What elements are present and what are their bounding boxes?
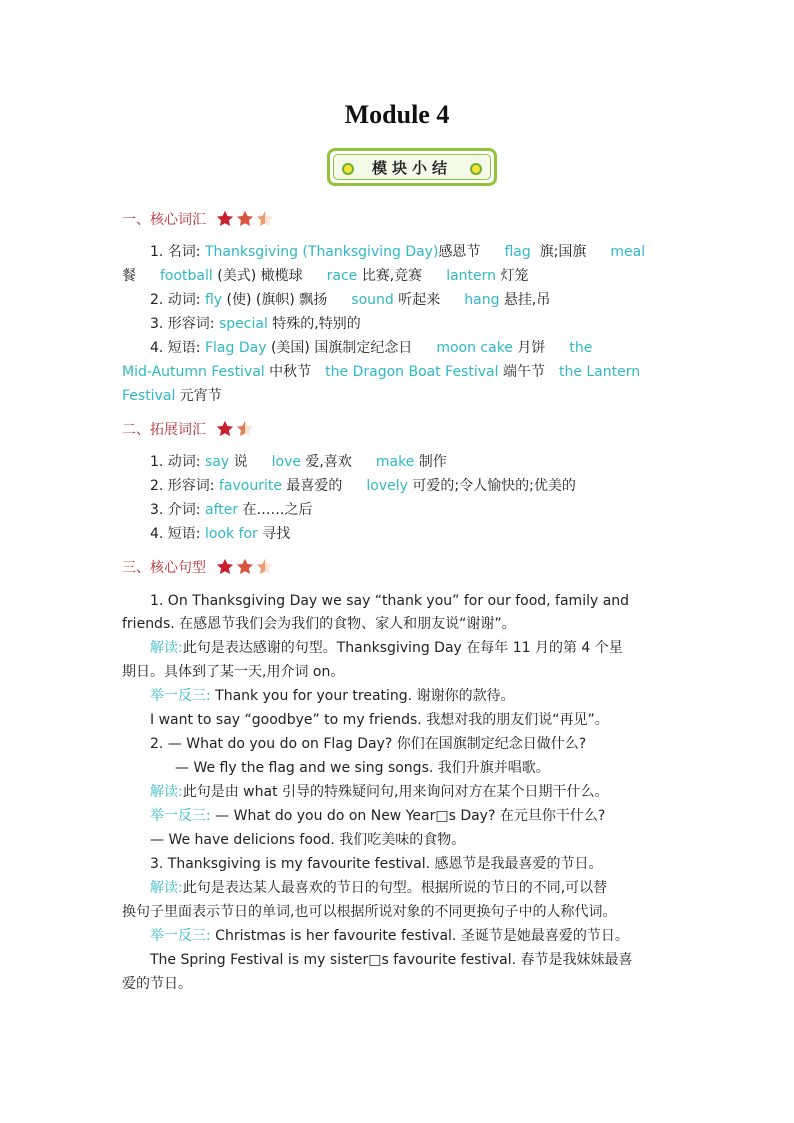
ext-line-verbs (150, 452, 710, 472)
word: the Lantern (558, 364, 641, 380)
dot-icon (342, 163, 354, 175)
word: sound (351, 292, 394, 308)
word: after (204, 502, 239, 518)
meaning: (使) (旗帜) 飘扬 (222, 292, 328, 308)
example-text: — What do you do on New Year□s Day? 在元旦你干什么? (215, 808, 606, 824)
star-icon (216, 210, 234, 228)
meaning: 爱,喜欢 (300, 454, 352, 470)
word: Thanksgiving (Thanksgiving Day) (204, 244, 439, 260)
meaning: 特殊的,特别的 (267, 316, 361, 332)
explanation-label: 解读: (150, 640, 183, 656)
explanation-label: 解读: (150, 784, 183, 800)
meaning: 端午节 (498, 364, 545, 380)
star-icon (236, 558, 254, 576)
label: 2. 形容词: (150, 478, 219, 494)
word: Flag Day (204, 340, 267, 356)
word: Festival (122, 388, 176, 404)
section-heading-extended-vocab (122, 417, 256, 441)
section-title: 一、核心词汇 (122, 212, 206, 228)
word: look for (204, 526, 258, 542)
meaning: (美国) 国旗制定纪念日 (266, 340, 413, 356)
meaning: 元宵节 (175, 388, 222, 404)
example-1 (150, 686, 710, 706)
meaning: 感恩节 (438, 244, 481, 260)
word: football (160, 268, 213, 284)
label: 3. 形容词: (150, 316, 219, 332)
sentence-1-cont: friends. 在感恩节我们会为我们的食物、家人和朋友说“谢谢”。 (122, 616, 516, 632)
explanation-3-cont: 换句子里面表示节日的单词,也可以根据所说对象的不同更换句子中的人称代词。 (122, 904, 617, 920)
module-summary-badge (327, 148, 497, 186)
meaning: 月饼 (512, 340, 546, 356)
sentence-1: 1. On Thanksgiving Day we say “thank you” for our food, family and (150, 593, 630, 609)
example-label: 举一反三: (150, 928, 216, 944)
dot-icon (470, 163, 482, 175)
explanation-3 (150, 878, 710, 898)
word: lantern (446, 268, 497, 284)
vocab-line-nouns-cont (122, 266, 682, 286)
ext-line-adjectives (150, 476, 710, 496)
example-label: 举一反三: (150, 808, 216, 824)
section-title: 二、拓展词汇 (122, 422, 206, 438)
meaning: 制作 (414, 454, 447, 470)
meaning: 悬挂,吊 (499, 292, 551, 308)
label: 3. 介词: (150, 502, 205, 518)
label: 4. 短语: (150, 526, 205, 542)
section-heading-core-vocab (122, 207, 276, 231)
label: 1. 名词: (150, 244, 205, 260)
word: special (218, 316, 268, 332)
word: hang (464, 292, 500, 308)
half-star-icon (236, 420, 254, 438)
rating-stars (216, 420, 256, 438)
meaning: 最喜爱的 (281, 478, 343, 494)
rating-stars (216, 210, 276, 228)
meaning: 可爱的;令人愉快的;优美的 (407, 478, 576, 494)
meaning: 说 (229, 454, 248, 470)
word: meal (610, 244, 646, 260)
example-2 (150, 806, 710, 826)
vocab-line-nouns (150, 242, 710, 262)
badge-inner (333, 154, 491, 180)
word: moon cake (436, 340, 513, 356)
explanation-1 (150, 638, 710, 658)
word: flag (504, 244, 531, 260)
ext-line-phrases (150, 524, 710, 544)
label: 4. 短语: (150, 340, 205, 356)
word: fly (204, 292, 223, 308)
badge-text: 模块小结 (371, 158, 452, 177)
word: Mid-Autumn Festival (122, 364, 265, 380)
example-2b: — We have delicions food. 我们吃美味的食物。 (150, 832, 466, 848)
word: the (569, 340, 593, 356)
meaning: 在……之后 (238, 502, 313, 518)
ext-line-prepositions (150, 500, 710, 520)
star-icon (236, 210, 254, 228)
label: 1. 动词: (150, 454, 205, 470)
meaning: 灯笼 (496, 268, 529, 284)
section-title: 三、核心句型 (122, 560, 206, 576)
example-label: 举一反三: (150, 688, 216, 704)
label: 2. 动词: (150, 292, 205, 308)
explanation-text: 此句是表达感谢的句型。Thanksgiving Day 在每年 11 月的第 4 个星 (182, 640, 623, 656)
word: favourite (218, 478, 282, 494)
example-3 (150, 926, 710, 946)
half-star-icon (256, 210, 274, 228)
sentence-3: 3. Thanksgiving is my favourite festival. 感恩节是我最喜爱的节日。 (150, 856, 603, 872)
vocab-line-phrases-cont2 (122, 386, 682, 406)
sentence-2: 2. — What do you do on Flag Day? 你们在国旗制定纪念日做什么? (150, 736, 587, 752)
sentence-2-answer: — We fly the flag and we sing songs. 我们升旗并唱歌。 (175, 760, 550, 776)
meaning: 中秋节 (264, 364, 312, 380)
meaning: 听起来 (393, 292, 441, 308)
explanation-1-cont: 期日。具体到了某一天,用介词 on。 (122, 664, 345, 680)
example-1b: I want to say “goodbye” to my friends. 我想对我的朋友们说“再见”。 (150, 712, 609, 728)
word: love (271, 454, 301, 470)
star-icon (216, 558, 234, 576)
word: make (375, 454, 415, 470)
example-3b-cont: 爱的节日。 (122, 976, 192, 992)
meaning: 旗;国旗 (539, 244, 587, 260)
section-heading-core-sentences (122, 555, 276, 579)
meaning: 比赛,竞赛 (357, 268, 423, 284)
rating-stars (216, 558, 276, 576)
meaning: 餐 (122, 268, 136, 284)
explanation-2 (150, 782, 710, 802)
word: lovely (366, 478, 408, 494)
half-star-icon (256, 558, 274, 576)
page-title: Module 4 (344, 100, 450, 129)
word: the Dragon Boat Festival (325, 364, 499, 380)
explanation-text: 此句是表达某人最喜欢的节日的句型。根据所说的节日的不同,可以替 (182, 880, 608, 896)
example-text: Christmas is her favourite festival. 圣诞节是她最喜爱的节日。 (215, 928, 629, 944)
word: say (204, 454, 230, 470)
meaning: 寻找 (257, 526, 291, 542)
explanation-label: 解读: (150, 880, 183, 896)
explanation-text: 此句是由 what 引导的特殊疑问句,用来询问对方在某个日期干什么。 (182, 784, 609, 800)
vocab-line-phrases (150, 338, 710, 358)
vocab-line-verbs (150, 290, 710, 310)
vocab-line-adjectives (150, 314, 710, 334)
example-text: Thank you for your treating. 谢谢你的款待。 (215, 688, 515, 704)
meaning: (美式) 橄榄球 (212, 268, 303, 284)
example-3b: The Spring Festival is my sister□s favourite festival. 春节是我妹妹最喜 (150, 952, 633, 968)
vocab-line-phrases-cont (122, 362, 682, 382)
word: race (326, 268, 358, 284)
star-icon (216, 420, 234, 438)
